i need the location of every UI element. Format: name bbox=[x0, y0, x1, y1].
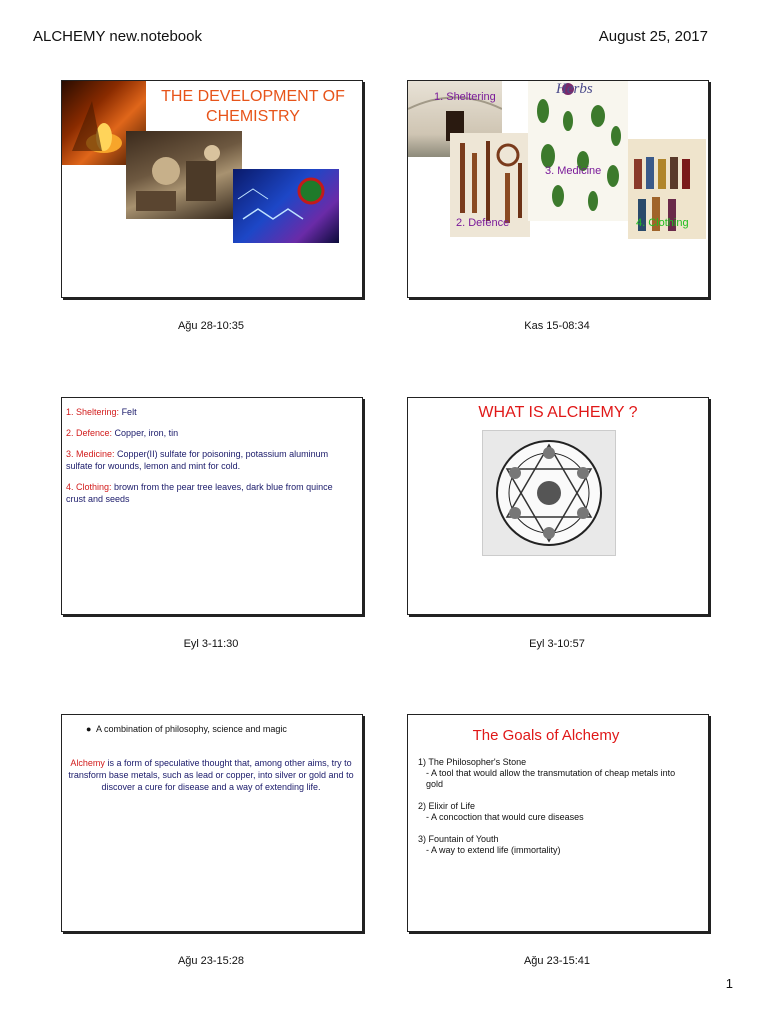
goal-item: 2) Elixir of Life - A concoction that would cure diseases bbox=[418, 801, 584, 822]
herbs-illustration bbox=[528, 81, 628, 221]
goal-item: 1) The Philosopher's Stone - A tool that would allow the transmutation of cheap metals into gold bbox=[418, 757, 676, 789]
slide-timestamp: Ağu 28-10:35 bbox=[177, 320, 245, 332]
alchemy-lab-painting bbox=[126, 131, 242, 219]
slide-goals-of-alchemy[interactable] bbox=[407, 714, 709, 932]
label-medicine: 3. Medicine bbox=[545, 165, 602, 177]
list-item: 3. Medicine: Copper(II) sulfate for poisoning, potassium aluminum sulfate for wounds, lemon and mint for cold. bbox=[66, 449, 329, 471]
slide-title: The Goals of Alchemy bbox=[472, 727, 620, 744]
slide-title: WHAT IS ALCHEMY ? bbox=[478, 404, 638, 421]
alchemy-engraving-image bbox=[482, 430, 616, 556]
slide-timestamp: Kas 15-08:34 bbox=[524, 320, 590, 332]
label-clothing: 4. Clothing bbox=[636, 217, 689, 229]
slide-timestamp: Eyl 3-11:30 bbox=[183, 638, 239, 650]
page-number: 1 bbox=[725, 976, 733, 991]
slide-what-is-alchemy[interactable] bbox=[407, 397, 709, 615]
bullet-item: ● A combination of philosophy, science and magic bbox=[86, 724, 287, 734]
slide-timestamp: Ağu 23-15:41 bbox=[523, 955, 591, 967]
list-item: 4. Clothing: brown from the pear tree leaves, dark blue from quince crust and seeds bbox=[66, 482, 333, 504]
slide-needs-details[interactable] bbox=[61, 397, 363, 615]
notebook-title: ALCHEMY new.notebook bbox=[33, 28, 202, 45]
notebook-date: August 25, 2017 bbox=[598, 28, 708, 45]
bullet-icon: ● bbox=[86, 724, 92, 734]
molecular-structure-image bbox=[233, 169, 339, 243]
label-herbs: Herbs bbox=[556, 81, 593, 97]
list-item: 1. Sheltering: Felt bbox=[66, 407, 137, 417]
slide-title: THE DEVELOPMENT OF CHEMISTRY bbox=[161, 88, 345, 125]
slide-four-needs[interactable] bbox=[407, 80, 709, 298]
slide-alchemy-definition[interactable] bbox=[61, 714, 363, 932]
slide-development-of-chemistry[interactable] bbox=[61, 80, 363, 298]
list-item: 2. Defence: Copper, iron, tin bbox=[66, 428, 179, 438]
goal-item: 3) Fountain of Youth - A way to extend life (immortality) bbox=[418, 834, 561, 855]
slide-timestamp: Ağu 23-15:28 bbox=[177, 955, 245, 967]
label-sheltering: 1. Sheltering bbox=[434, 91, 496, 103]
label-defence: 2. Defence bbox=[456, 217, 510, 229]
definition-paragraph: Alchemy is a form of speculative thought that, among other aims, try to transform base metals, such as lead or copper, into silver or gold and to discover a cure for disease and a way of extending life. bbox=[68, 758, 354, 792]
slide-timestamp: Eyl 3-10:57 bbox=[529, 638, 585, 650]
